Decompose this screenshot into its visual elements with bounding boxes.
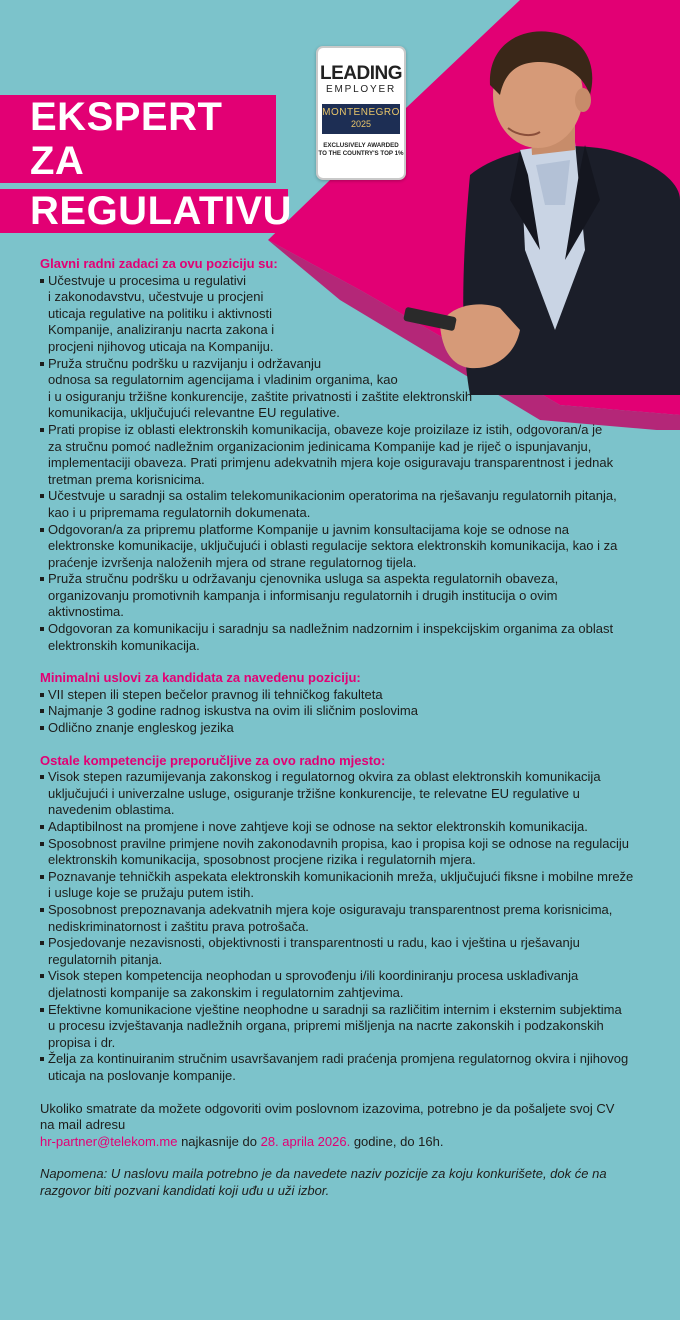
list-item: Učestvuje u procesima u regulativi i zakonodavstvu, učestvuje u procjeni uticaja regulative na politiku i aktivnosti Kompanije, analiziranju nacrta zakona i procjeni njihovog uticaja na Kompaniju. — [40, 273, 650, 356]
list-item: Efektivne komunikacione vještine neophodne u saradnji sa različitim internim i eksternim subjektima u procesu izvještavanja nadležnih organa, pripremi mišljenja na nacrte zakonskih i podzakonskih propisa i dr. — [40, 1002, 650, 1052]
job-title — [0, 95, 293, 239]
badge-country-box — [322, 104, 400, 134]
section-heading-requirements: Minimalni uslovi za kandidata za navedenu poziciju: — [40, 670, 361, 686]
list-item: Posjedovanje nezavisnosti, objektivnosti i transparentnosti u radu, kao i vještina u rješavanju regulatornih pitanja. — [40, 935, 650, 968]
list-item: Prati propise iz oblasti elektronskih komunikacija, obaveze koje proizilaze iz istih, odgovoran/a je za stručnu pomoć nadležnim organizacionim jedinicama Kompanije kad je riječ o ispunjavanju, implementaciji obaveza. Prati primjenu adekvatnih mjera koje osiguravaju transparentnost i jednak tretman prema korisnicima. — [40, 422, 650, 488]
task-list — [40, 273, 650, 655]
list-item: Visok stepen kompetencija neophodan u sprovođenju i/ili koordiniranju procesa usklađivanja djelatnosti kompanije sa zakonskim i regulatornim zahtjevima. — [40, 968, 650, 1001]
note: Napomena: U naslovu maila potrebno je da navedete naziv pozicije za koju konkurišete, dok će na razgovor biti pozvani kandidati koji uđu u uži izbor. — [40, 1166, 607, 1198]
title-line-1: EKSPERT ZA — [0, 95, 276, 183]
badge-year: 2025 — [350, 119, 372, 129]
list-item: Odlično znanje engleskog jezika — [40, 720, 650, 737]
list-item: Sposobnost prepoznavanja adekvatnih mjera koje osiguravaju transparentnost prema korisnicima, nediskriminatornost i zaštitu prava potrošača. — [40, 902, 650, 935]
email-link[interactable]: hr-partner@telekom.me — [40, 1133, 178, 1149]
list-item: Učestvuje u saradnji sa ostalim telekomunikacionim operatorima na rješavanju regulatornih pitanja, kao i u pripremama regulatornih dokumenata. — [40, 488, 650, 521]
list-item: Visok stepen razumijevanja zakonskog i regulatornog okvira za oblast elektronskih komunikacija uključujući i univerzalne usluge, osiguranje tržišne konkurencije, te relevatne EU regulative u navedenim oblastima. — [40, 769, 650, 819]
badge-leading: LEADING — [320, 63, 402, 84]
section-heading-competencies: Ostale kompetencije preporučljive za ovo radno mjesto: — [40, 752, 386, 768]
section-heading-tasks: Glavni radni zadaci za ovu poziciju su: — [40, 256, 278, 271]
badge-tagline: EXCLUSIVELY AWARDED TO THE COUNTRY'S TOP 1% — [318, 142, 404, 157]
list-item: Pruža stručnu podršku u razvijanju i održavanju odnosa sa regulatornim agencijama i vladinim organima, kao i u osiguranju tržišne konkurencije, zaštite privatnosti i zaštite elektronskih komunikacija, uključujući relevantne EU regulative. — [40, 356, 650, 422]
list-item: Poznavanje tehničkih aspekata elektronskih komunikacionih mreža, uključujući fiksne i mobilne mreže i usluge koje se pružaju putem istih. — [40, 869, 650, 902]
job-description — [40, 256, 650, 1199]
badge-country: MONTENEGRO — [322, 107, 400, 118]
list-item: Želja za kontinuiranim stručnim usavršavanjem radi praćenja promjena regulatornog okvira i njihovog uticaja na poslovanje kompanije. — [40, 1051, 650, 1084]
list-item: Odgovoran/a za pripremu platforme Kompanije u javnim konsultacijama koje se odnose na elektronske komunikacije, uključujući i oblasti regulacije sektora elektronskih komunikacija, kao i za praćenje izvršenja naloženih mjera od strane regulatornog tijela. — [40, 522, 650, 572]
list-item: VII stepen ili stepen bečelor pravnog ili tehničkog fakulteta — [40, 687, 650, 704]
competencies-list — [40, 769, 650, 1084]
title-line-2: REGULATIVU — [0, 189, 288, 233]
list-item: Pruža stručnu podršku u održavanju cjenovnika usluga sa aspekta regulatornih obaveza, organizovanju promotivnih kampanja i informisanju regulatornih i drugih institucija o ovim aktivnostima. — [40, 571, 650, 621]
list-item: Najmanje 3 godine radnog iskustva na ovim ili sličnim poslovima — [40, 703, 650, 720]
deadline-date: 28. aprila 2026. — [260, 1133, 351, 1149]
application-instructions: Ukoliko smatrate da možete odgovoriti ovim poslovnom izazovima, potrebno je da pošaljete svoj CV na mail adresu hr-partner@telekom.me najkasnije do 28. aprila 2026. godine, do 16h. — [40, 1100, 615, 1149]
list-item: Sposobnost pravilne primjene novih zakonodavnih propisa, kao i propisa koji se odnose na regulaciju elektronskih komunikacija, sposobnost procjene rizika i regulatornih mjera. — [40, 836, 650, 869]
leading-employer-badge — [316, 46, 406, 180]
list-item: Adaptibilnost na promjene i nove zahtjeve koji se odnose na sektor elektronskih komunikacija. — [40, 819, 650, 836]
requirements-list — [40, 687, 650, 737]
badge-employer: EMPLOYER — [326, 84, 396, 95]
list-item: Odgovoran za komunikaciju i saradnju sa nadležnim nadzornim i inspekcijskim organima za oblast elektronskih komunikacija. — [40, 621, 650, 654]
